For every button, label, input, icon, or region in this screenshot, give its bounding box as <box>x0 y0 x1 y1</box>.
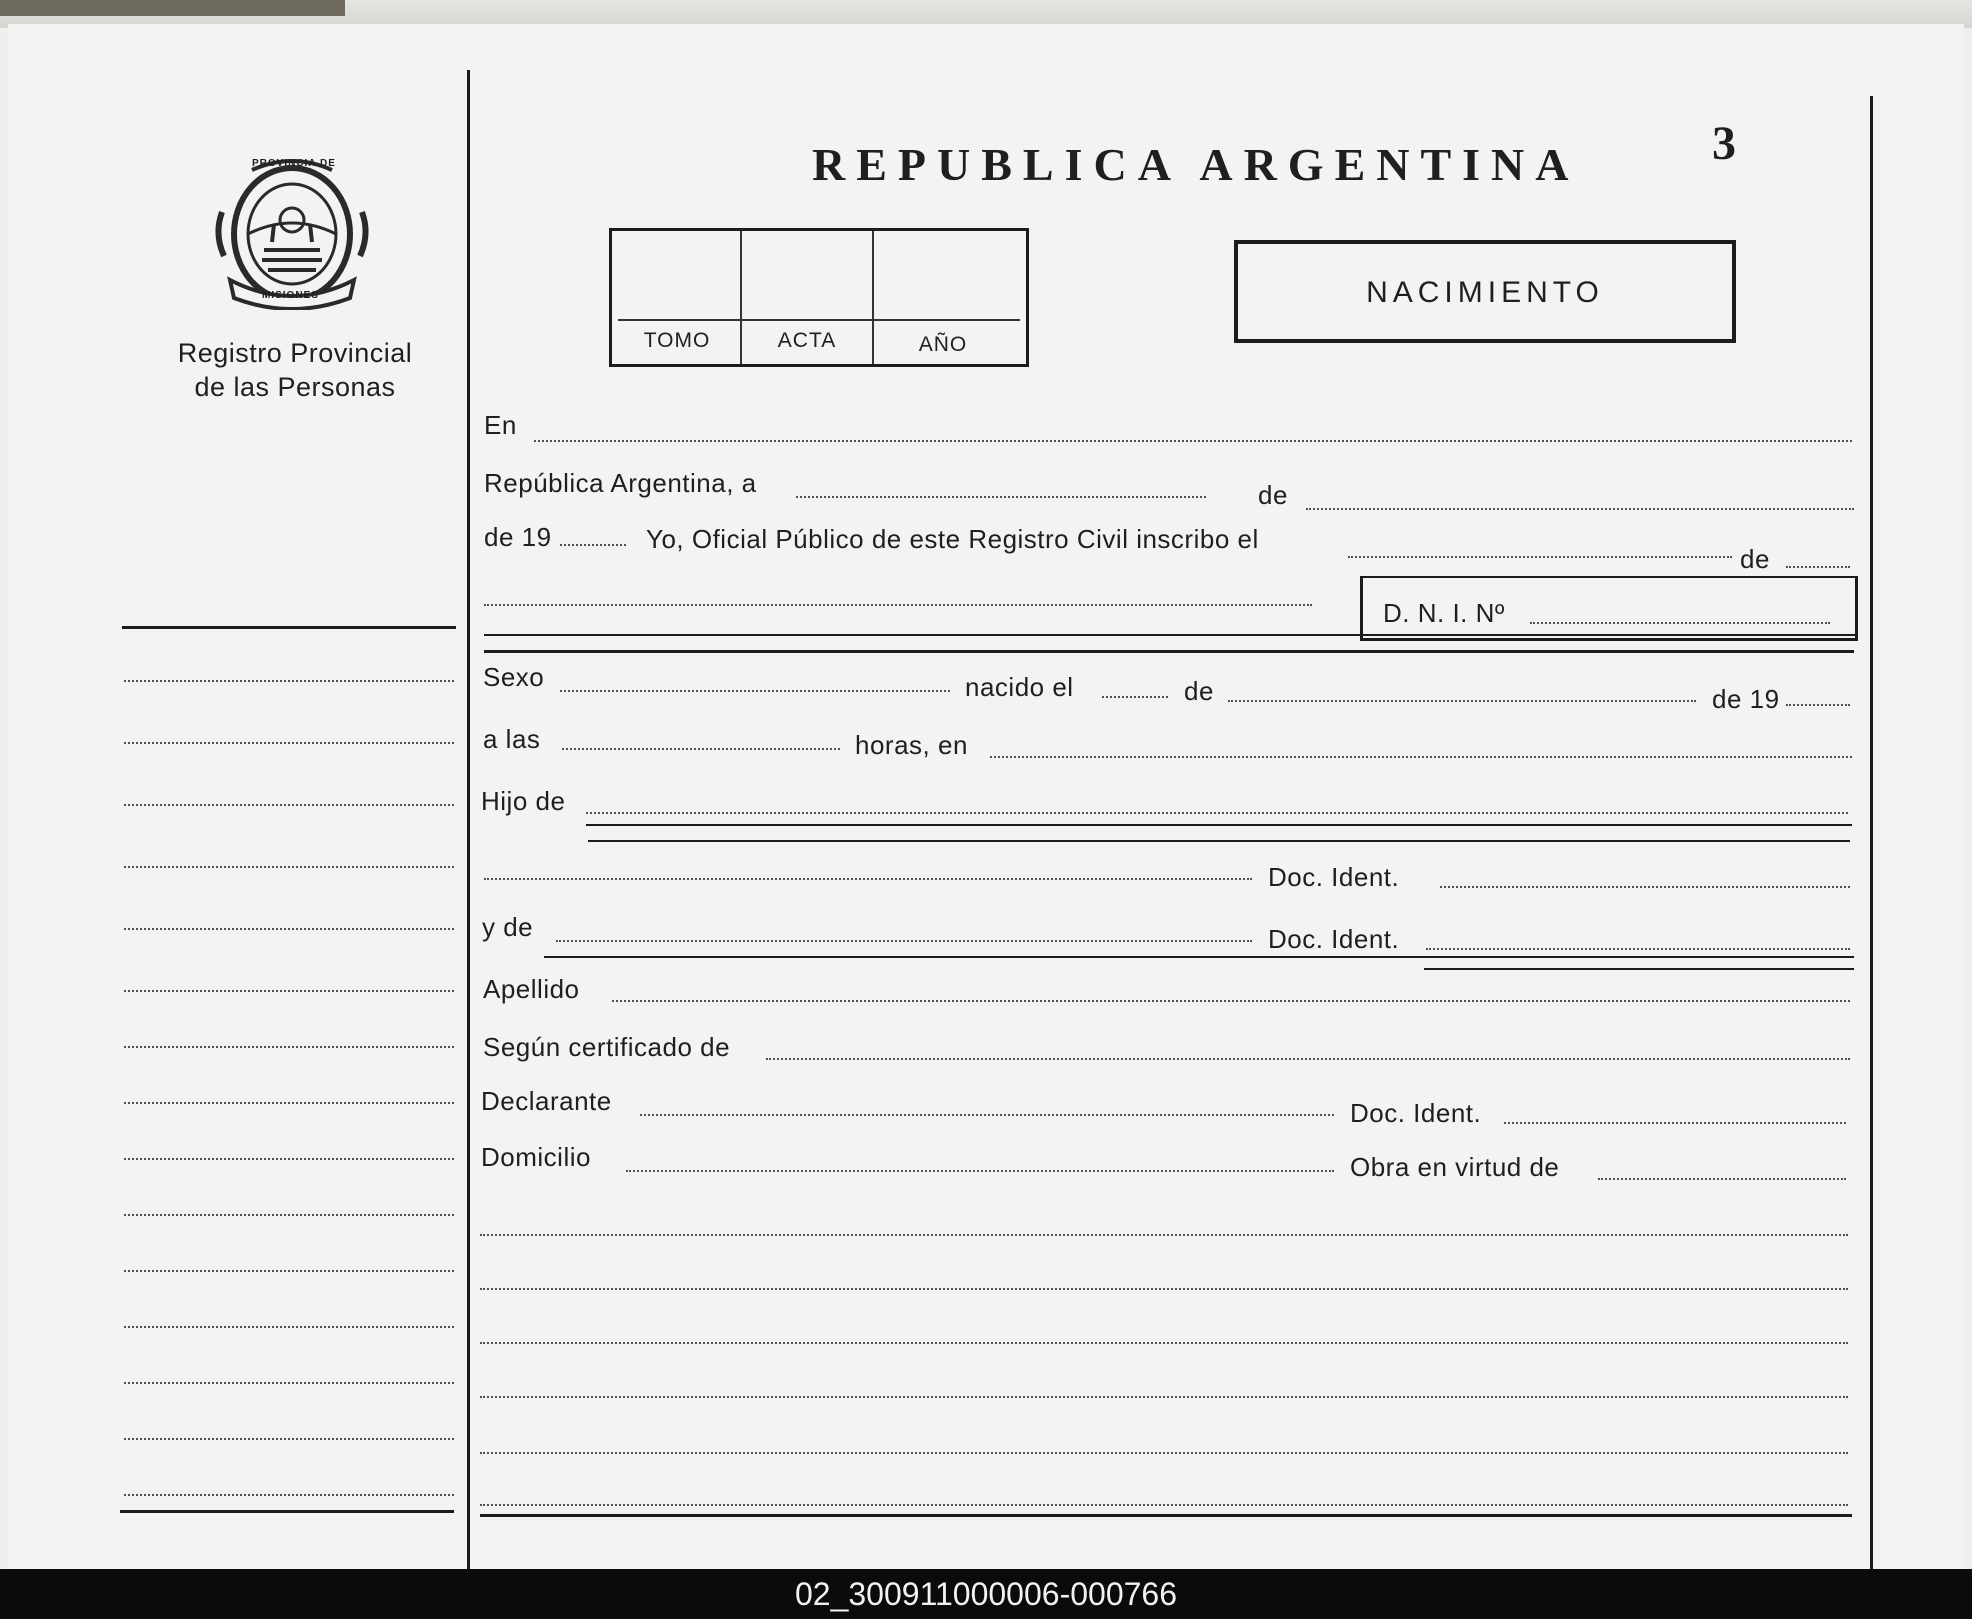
margin-note-line[interactable] <box>124 742 454 744</box>
margin-note-line[interactable] <box>124 1326 454 1328</box>
registry-name-line1: Registro Provincial <box>177 338 413 368</box>
bottom-rule <box>480 1514 1852 1517</box>
margin-note-line[interactable] <box>124 1382 454 1384</box>
field-dni[interactable] <box>1530 622 1830 624</box>
misiones-seal-icon <box>212 152 372 310</box>
page-title: REPUBLICA ARGENTINA <box>812 139 1580 190</box>
register-box-divider <box>872 231 874 364</box>
page-number: 3 <box>1712 117 1736 170</box>
label-domicilio: Domicilio <box>481 1142 591 1172</box>
field-dia[interactable] <box>796 496 1206 498</box>
margin-note-line[interactable] <box>124 1102 454 1104</box>
acta-label: ACTA <box>777 329 837 352</box>
observaciones-line[interactable] <box>480 1234 1848 1236</box>
binder-edge <box>0 0 345 16</box>
field-sexo[interactable] <box>560 690 950 692</box>
margin-note-line[interactable] <box>124 1494 454 1496</box>
field-padre-cont[interactable] <box>484 878 1252 880</box>
margin-note-line[interactable] <box>124 990 454 992</box>
label-doc-ident-madre: Doc. Ident. <box>1268 924 1400 954</box>
field-mes[interactable] <box>1306 508 1854 510</box>
margin-note-line[interactable] <box>124 1214 454 1216</box>
label-declarante: Declarante <box>481 1086 612 1116</box>
register-box <box>609 228 1029 367</box>
field-hora[interactable] <box>562 748 840 750</box>
field-obra-en-virtud[interactable] <box>1598 1178 1846 1180</box>
section-rule-2 <box>484 650 1854 653</box>
field-nacido-dia[interactable] <box>1102 696 1168 698</box>
margin-note-line[interactable] <box>124 1438 454 1440</box>
label-y-de: y de <box>482 912 534 942</box>
act-type-label: NACIMIENTO <box>1366 276 1604 309</box>
act-type-box <box>1234 240 1736 343</box>
label-de-3: de <box>1184 676 1214 706</box>
file-id-footer: 02_300911000006-000766 <box>0 1569 1972 1619</box>
field-en[interactable] <box>534 440 1852 442</box>
margin-note-line[interactable] <box>124 804 454 806</box>
label-doc-ident-declarante: Doc. Ident. <box>1350 1098 1482 1128</box>
margin-note-line[interactable] <box>124 1046 454 1048</box>
label-obra-en-virtud: Obra en virtud de <box>1350 1152 1560 1182</box>
observaciones-line[interactable] <box>480 1396 1848 1398</box>
label-en: En <box>484 410 517 440</box>
madre-rule <box>544 956 1854 958</box>
field-fecha-inscripcion[interactable] <box>1348 556 1732 558</box>
label-segun-certificado: Según certificado de <box>483 1032 731 1062</box>
observaciones-line[interactable] <box>480 1342 1848 1344</box>
seal-top-text: PROVINCIA DE <box>252 158 336 169</box>
margin-bottom-rule <box>120 1510 454 1513</box>
right-border <box>1870 96 1873 1569</box>
label-hijo-de: Hijo de <box>481 786 566 816</box>
field-certificado[interactable] <box>766 1058 1850 1060</box>
madre-rule-2 <box>1424 968 1854 970</box>
field-ano[interactable] <box>560 544 626 546</box>
label-doc-ident-padre: Doc. Ident. <box>1268 862 1400 892</box>
observaciones-line[interactable] <box>480 1452 1848 1454</box>
column-divider <box>467 70 470 1569</box>
margin-note-line[interactable] <box>124 928 454 930</box>
field-doc-padre[interactable] <box>1440 886 1850 888</box>
field-declarante[interactable] <box>640 1114 1334 1116</box>
seal-bottom-text: MISIONES <box>262 290 319 301</box>
padre-rule <box>586 824 1852 826</box>
register-box-rule <box>618 319 1020 321</box>
tomo-label: TOMO <box>643 329 711 352</box>
field-lugar-nacimiento[interactable] <box>990 756 1852 758</box>
field-doc-madre[interactable] <box>1426 948 1850 950</box>
label-apellido: Apellido <box>483 974 580 1004</box>
label-a-las: a las <box>483 724 541 754</box>
margin-note-line[interactable] <box>124 680 454 682</box>
field-nacido-mes[interactable] <box>1228 700 1696 702</box>
label-dni: D. N. I. Nº <box>1383 598 1505 628</box>
field-apellido[interactable] <box>612 1000 1850 1002</box>
section-rule <box>484 634 1856 636</box>
margin-note-line[interactable] <box>124 866 454 868</box>
label-sexo: Sexo <box>483 662 545 692</box>
margin-note-line[interactable] <box>124 1270 454 1272</box>
field-domicilio[interactable] <box>626 1170 1334 1172</box>
field-padre[interactable] <box>586 812 1848 814</box>
field-doc-declarante[interactable] <box>1504 1122 1846 1124</box>
label-de-1: de <box>1258 480 1288 510</box>
observaciones-line[interactable] <box>480 1504 1848 1506</box>
field-nacido-ano[interactable] <box>1786 704 1850 706</box>
label-de-19-nacido: de 19 <box>1712 684 1780 714</box>
label-republica: República Argentina, a <box>484 468 757 498</box>
padre-rule-2 <box>588 840 1850 842</box>
label-yo-oficial: Yo, Oficial Público de este Registro Civil inscribo el <box>646 524 1259 554</box>
registry-name-line2: de las Personas <box>194 372 396 402</box>
registry-name <box>150 336 440 404</box>
observaciones-line[interactable] <box>480 1288 1848 1290</box>
label-de-2: de <box>1740 544 1770 574</box>
field-madre[interactable] <box>556 940 1252 942</box>
margin-top-rule <box>122 626 456 629</box>
field-de[interactable] <box>1786 566 1850 568</box>
field-inscripto[interactable] <box>484 604 1312 606</box>
margin-note-line[interactable] <box>124 1158 454 1160</box>
label-de-19: de 19 <box>484 522 552 552</box>
ano-label: AÑO <box>918 333 968 356</box>
label-nacido-el: nacido el <box>965 672 1074 702</box>
label-horas-en: horas, en <box>855 730 968 760</box>
